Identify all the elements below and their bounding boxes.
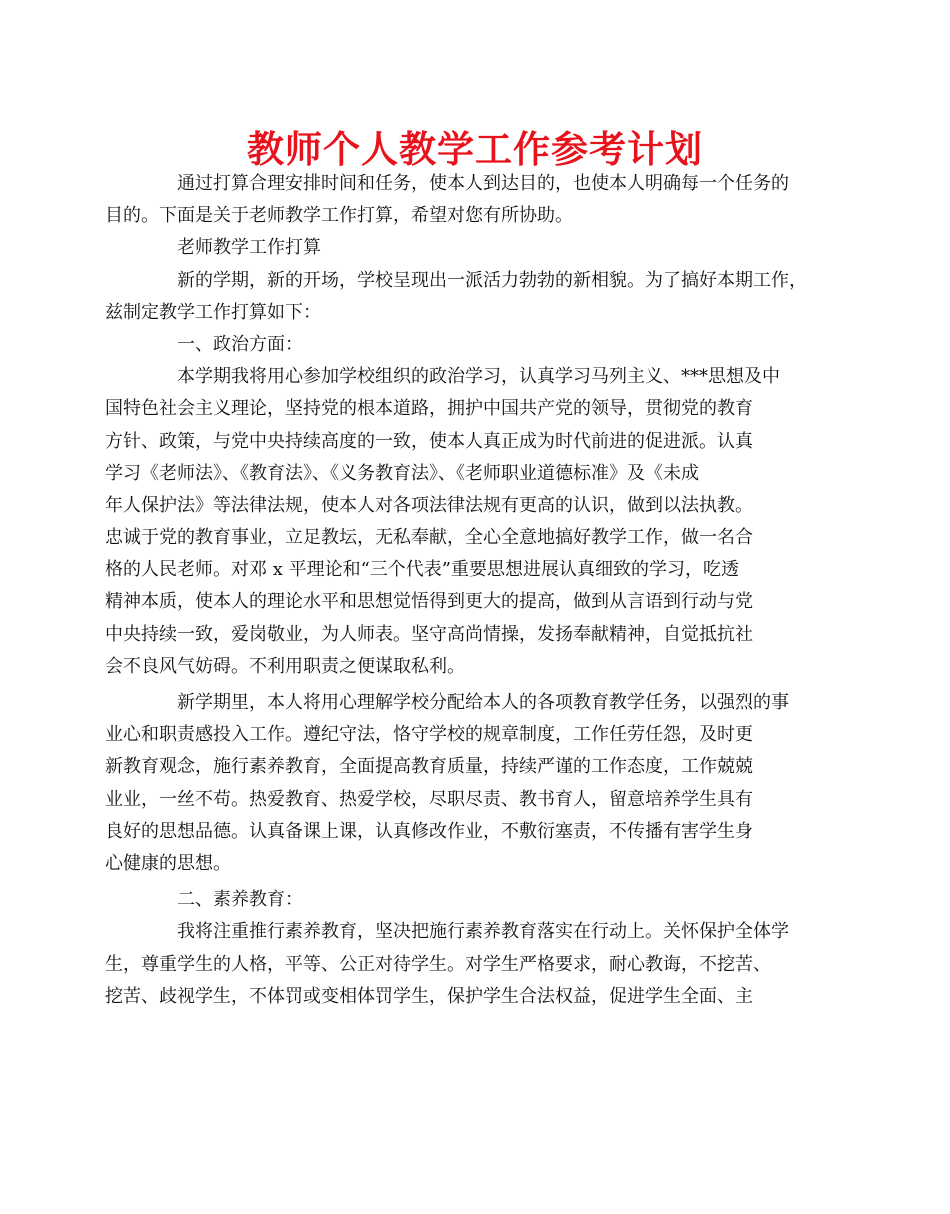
document-title: 教师个人教学工作参考计划 <box>247 128 703 171</box>
paragraph <box>141 232 813 264</box>
text-line: 格的人民老师。对邓 x 平理论和“三个代表”重要思想进展认真细致的学习，吃透 <box>105 559 739 581</box>
paragraph <box>105 361 813 683</box>
text-line: 生，尊重学生的人格，平等、公正对待学生。对学生严格要求，耐心教诲，不挖苦、 <box>105 953 771 975</box>
paragraph <box>141 884 813 916</box>
paragraph <box>105 168 813 232</box>
text-line: 本学期我将用心参加学校组织的政治学习，认真学习马列主义、***思想及中 <box>177 366 780 388</box>
paragraph <box>141 329 813 361</box>
text-line: 新教育观念，施行素养教育，全面提高教育质量，持续严谨的工作态度，工作兢兢 <box>105 756 753 778</box>
text-line: 挖苦、歧视学生，不体罚或变相体罚学生，保护学生合法权益，促进学生全面、主 <box>105 985 753 1007</box>
text-line: 学习《老师法》、《教育法》、《义务教育法》、《老师职业道德标准》及《未成 <box>105 462 699 484</box>
text-line: 年人保护法》等法律法规，使本人对各项法律法规有更高的认识，做到以法执教。 <box>105 494 753 516</box>
text-line: 目的。下面是关于老师教学工作打算，希望对您有所协助。 <box>105 205 573 227</box>
text-line: 方针、政策，与党中央持续高度的一致，使本人真正成为时代前进的促进派。认真 <box>105 430 753 452</box>
text-line: 国特色社会主义理论，坚持党的根本道路，拥护中国共产党的领导，贯彻党的教育 <box>105 398 753 420</box>
text-line: 良好的思想品德。认真备课上课，认真修改作业，不敷衍塞责，不传播有害学生身 <box>105 820 753 842</box>
text-line: 老师教学工作打算 <box>177 237 321 259</box>
text-line: 中央持续一致，爱岗敬业，为人师表。坚守高尚情操，发扬奉献精神，自觉抵抗社 <box>105 623 753 645</box>
text-line: 二、素养教育： <box>177 889 303 911</box>
text-line: 新学期里，本人将用心理解学校分配给本人的各项教育教学任务，以强烈的事 <box>177 692 789 713</box>
paragraph <box>105 916 813 1013</box>
text-line: 兹制定教学工作打算如下： <box>105 301 321 323</box>
text-line: 会不良风气妨碍。不利用职责之便谋取私利。 <box>105 655 465 677</box>
text-line: 一、政治方面： <box>177 333 303 355</box>
text-line: 我将注重推行素养教育，坚决把施行素养教育落实在行动上。关怀保护全体学 <box>177 921 789 943</box>
paragraph <box>105 265 813 329</box>
text-line: 业业，一丝不苟。热爱教育、热爱学校，尽职尽责、教书育人，留意培养学生具有 <box>105 788 753 810</box>
text-line: 心健康的思想。 <box>105 852 231 874</box>
text-line: 业心和职责感投入工作。遵纪守法，恪守学校的规章制度，工作任劳任怨，及时更 <box>105 724 753 746</box>
text-line: 新的学期，新的开场，学校呈现出一派活力勃勃的新相貌。为了搞好本期工作， <box>177 269 807 291</box>
text-line: 精神本质，使本人的理论水平和思想觉悟得到更大的提高，做到从言语到行动与党 <box>105 591 753 613</box>
text-line: 忠诚于党的教育事业，立足教坛，无私奉献，全心全意地搞好教学工作，做一名合 <box>105 527 753 549</box>
document-body <box>105 168 813 1013</box>
text-line: 通过打算合理安排时间和任务，使本人到达目的，也使本人明确每一个任务的 <box>177 173 789 194</box>
paragraph <box>105 687 813 880</box>
